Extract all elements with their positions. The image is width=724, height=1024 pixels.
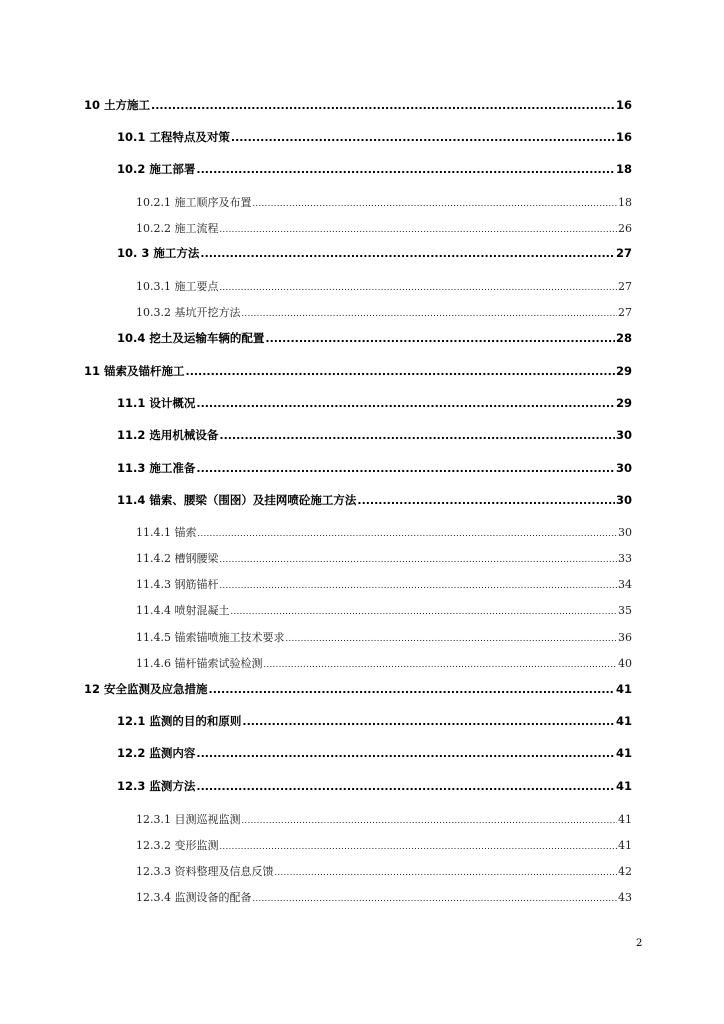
toc-entry[interactable] xyxy=(117,245,632,261)
toc-entry[interactable] xyxy=(136,655,632,671)
toc-entry[interactable] xyxy=(84,681,632,697)
dot-leader xyxy=(197,526,617,539)
toc-entry-page: 42 xyxy=(618,865,632,878)
toc-entry-page: 28 xyxy=(615,331,632,345)
toc-entry[interactable] xyxy=(84,97,632,113)
toc-entry-title: 10.1 工程特点及对策 xyxy=(117,130,230,144)
toc-entry-page: 33 xyxy=(618,552,632,565)
toc-entry-title: 11.4.4 喷射混凝土 xyxy=(136,604,230,617)
dot-leader xyxy=(252,196,617,209)
dot-leader xyxy=(196,779,615,793)
dot-leader xyxy=(219,578,617,591)
dot-leader xyxy=(219,280,617,293)
toc-entry[interactable] xyxy=(136,889,632,905)
dot-leader xyxy=(219,222,617,235)
dot-leader xyxy=(196,746,615,760)
toc-entry-page: 41 xyxy=(615,682,632,696)
dot-leader xyxy=(196,162,615,176)
toc-entry[interactable] xyxy=(117,330,632,346)
toc-entry[interactable] xyxy=(136,837,632,853)
dot-leader xyxy=(241,813,617,826)
toc-entry-title: 12.3.2 变形监测 xyxy=(136,839,219,852)
toc-entry-page: 16 xyxy=(615,130,632,144)
toc-entry-page: 30 xyxy=(615,428,632,442)
toc-entry-page: 30 xyxy=(615,461,632,475)
toc-entry[interactable] xyxy=(117,460,632,476)
toc-entry[interactable] xyxy=(136,863,632,879)
toc-entry[interactable] xyxy=(117,745,632,761)
toc-entry[interactable] xyxy=(136,550,632,566)
toc-entry-title: 12.3.1 目测巡视监测 xyxy=(136,813,241,826)
toc-entry[interactable] xyxy=(117,492,632,508)
toc-entry-title: 12.3 监测方法 xyxy=(117,779,196,793)
toc-entry-page: 29 xyxy=(615,396,632,410)
dot-leader xyxy=(263,657,617,670)
toc-entry[interactable] xyxy=(117,395,632,411)
toc-entry[interactable] xyxy=(136,629,632,645)
toc-entry[interactable] xyxy=(136,811,632,827)
toc-entry-title: 12.1 监测的目的和原则 xyxy=(117,714,242,728)
toc-entry-page: 40 xyxy=(618,657,632,670)
toc-entry-page: 26 xyxy=(618,222,632,235)
toc-entry-page: 30 xyxy=(618,526,632,539)
toc-entry-title: 12.2 监测内容 xyxy=(117,746,196,760)
toc-entry[interactable] xyxy=(136,524,632,540)
toc-entry-page: 41 xyxy=(615,714,632,728)
toc-entry-page: 41 xyxy=(615,746,632,760)
dot-leader xyxy=(209,682,615,696)
toc-entry-page: 18 xyxy=(615,162,632,176)
dot-leader xyxy=(230,604,617,617)
toc-entry-title: 10.2.2 施工流程 xyxy=(136,222,219,235)
dot-leader xyxy=(285,631,617,644)
toc-entry-title: 10.3.2 基坑开挖方法 xyxy=(136,306,241,319)
toc-entry[interactable] xyxy=(136,194,632,210)
toc-entry-title: 11.4.6 锚杆锚索试验检测 xyxy=(136,657,263,670)
dot-leader xyxy=(241,306,617,319)
toc-entry-title: 10.2.1 施工顺序及布置 xyxy=(136,196,252,209)
dot-leader xyxy=(219,552,617,565)
dot-leader xyxy=(196,461,615,475)
toc-entry-title: 11 锚索及锚杆施工 xyxy=(84,364,185,378)
toc-entry-title: 11.2 选用机械设备 xyxy=(117,428,219,442)
dot-leader xyxy=(252,891,617,904)
toc-entry-page: 35 xyxy=(618,604,632,617)
toc-entry-title: 11.4.2 槽钢腰梁 xyxy=(136,552,219,565)
dot-leader xyxy=(274,865,617,878)
dot-leader xyxy=(265,331,615,345)
dot-leader xyxy=(186,364,615,378)
dot-leader xyxy=(196,396,615,410)
toc-entry-title: 10.2 施工部署 xyxy=(117,162,196,176)
toc-entry-page: 30 xyxy=(615,493,632,507)
toc-entry[interactable] xyxy=(117,427,632,443)
toc-entry[interactable] xyxy=(117,161,632,177)
toc-entry[interactable] xyxy=(136,602,632,618)
toc-entry[interactable] xyxy=(136,304,632,320)
dot-leader xyxy=(219,428,615,442)
toc-entry-page: 27 xyxy=(615,246,632,260)
toc-entry-page: 27 xyxy=(618,306,632,319)
toc-entry-title: 12.3.4 监测设备的配备 xyxy=(136,891,252,904)
toc-entry-page: 18 xyxy=(618,196,632,209)
toc-entry-page: 41 xyxy=(618,839,632,852)
toc-entry[interactable] xyxy=(117,713,632,729)
toc-entry-title: 10.3.1 施工要点 xyxy=(136,280,219,293)
toc-entry-page: 29 xyxy=(615,364,632,378)
toc-entry-title: 11.4.1 锚索 xyxy=(136,526,197,539)
toc-entry-page: 43 xyxy=(618,891,632,904)
toc-entry-page: 34 xyxy=(618,578,632,591)
toc-entry-title: 11.4.3 钢筋锚杆 xyxy=(136,578,219,591)
dot-leader xyxy=(219,839,617,852)
dot-leader xyxy=(357,493,615,507)
toc-entry[interactable] xyxy=(136,576,632,592)
toc-entry-title: 11.4 锚索、腰梁（围囹）及挂网喷砼施工方法 xyxy=(117,493,357,507)
toc-entry-page: 36 xyxy=(618,631,632,644)
toc-entry[interactable] xyxy=(136,278,632,294)
dot-leader xyxy=(151,98,615,112)
toc-entry-title: 12.3.3 资料整理及信息反馈 xyxy=(136,865,274,878)
toc-entry-title: 11.4.5 锚索锚喷施工技术要求 xyxy=(136,631,285,644)
toc-entry[interactable] xyxy=(84,363,632,379)
toc-entry-title: 10 土方施工 xyxy=(84,98,151,112)
page-number: 2 xyxy=(636,938,643,949)
toc-entry-page: 41 xyxy=(615,779,632,793)
toc-entry-page: 16 xyxy=(615,98,632,112)
dot-leader xyxy=(231,130,615,144)
dot-leader xyxy=(200,246,615,260)
toc-entry-title: 10.4 挖土及运输车辆的配置 xyxy=(117,331,265,345)
toc-entry-title: 11.1 设计概况 xyxy=(117,396,196,410)
toc-entry-title: 12 安全监测及应急措施 xyxy=(84,682,208,696)
toc-entry[interactable] xyxy=(117,778,632,794)
toc-entry[interactable] xyxy=(117,129,632,145)
toc-entry-page: 41 xyxy=(618,813,632,826)
toc-entry[interactable] xyxy=(136,220,632,236)
toc-entry-page: 27 xyxy=(618,280,632,293)
toc-entry-title: 10. 3 施工方法 xyxy=(117,246,200,260)
dot-leader xyxy=(242,714,615,728)
toc-entry-title: 11.3 施工准备 xyxy=(117,461,196,475)
